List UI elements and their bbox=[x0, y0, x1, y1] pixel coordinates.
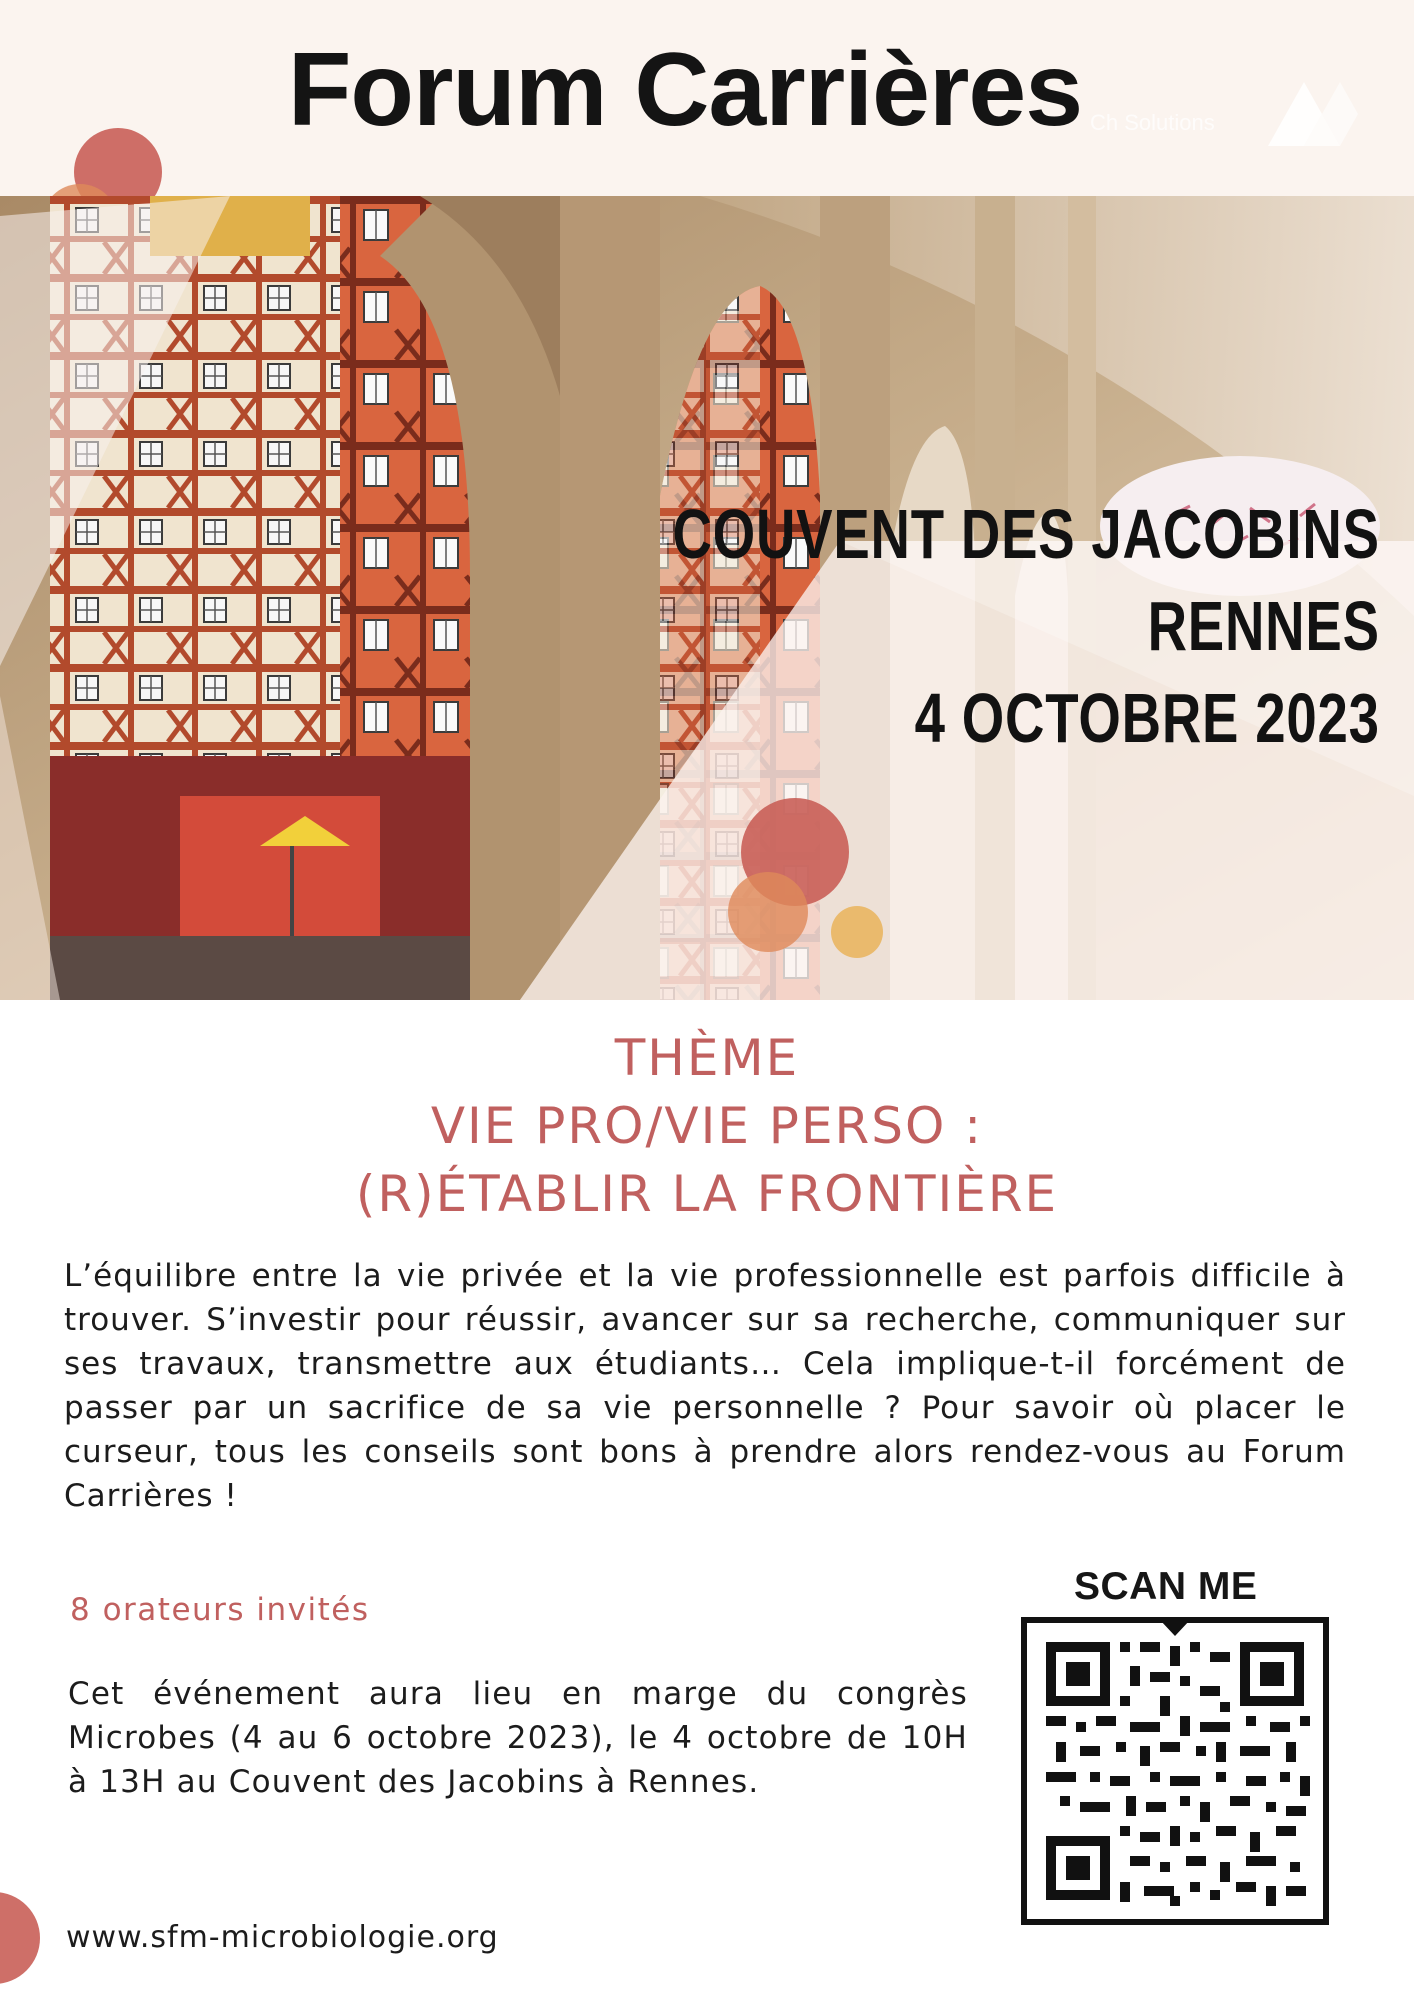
event-info-paragraph: Cet événement aura lieu en marge du congrès Microbes (4 au 6 octobre 2023), le 4 octobre de 10H à 13H au Couvent des Jacobins à Rennes. bbox=[68, 1676, 968, 1800]
qr-code[interactable] bbox=[1020, 1616, 1330, 1926]
theme-block bbox=[0, 1024, 1414, 1228]
venue-city: RENNES bbox=[1147, 587, 1380, 665]
page-title: Forum Carrières bbox=[287, 32, 1083, 148]
theme-title-line1: VIE PRO/VIE PERSO : bbox=[430, 1097, 984, 1155]
logo-icon bbox=[1268, 82, 1358, 146]
venue-name: COUVENT DES JACOBINS bbox=[672, 495, 1380, 573]
watermark-text: Ch Solutions bbox=[1090, 110, 1215, 135]
scan-me-label: SCAN ME bbox=[1074, 1565, 1258, 1608]
decorative-circle-bottom bbox=[0, 1890, 46, 2000]
venue-block bbox=[473, 488, 1380, 764]
website-link[interactable]: www.sfm-microbiologie.org bbox=[66, 1920, 499, 1955]
speakers-count: 8 orateurs invités bbox=[70, 1592, 370, 1628]
description-paragraph: L’équilibre entre la vie privée et la vie professionnelle est parfois difficile à trouver. S’investir pour réussir, avancer sur sa recherche, communiquer sur ses travaux, transmettre aux étudiants… Cela implique-t-il forcément de passer par un sacrifice de sa vie personnelle ? Pour savoir où placer le curseur, tous les conseils sont bons à prendre alors rendez-vous au Forum Carrières ! bbox=[64, 1258, 1346, 1514]
venue-date: 4 OCTOBRE 2023 bbox=[914, 679, 1380, 757]
theme-label: THÈME bbox=[614, 1029, 800, 1087]
decorative-circle bbox=[831, 906, 883, 958]
theme-title-line2: (R)ÉTABLIR LA FRONTIÈRE bbox=[355, 1165, 1059, 1223]
decorative-circle bbox=[728, 872, 808, 952]
header-band bbox=[0, 0, 1414, 196]
